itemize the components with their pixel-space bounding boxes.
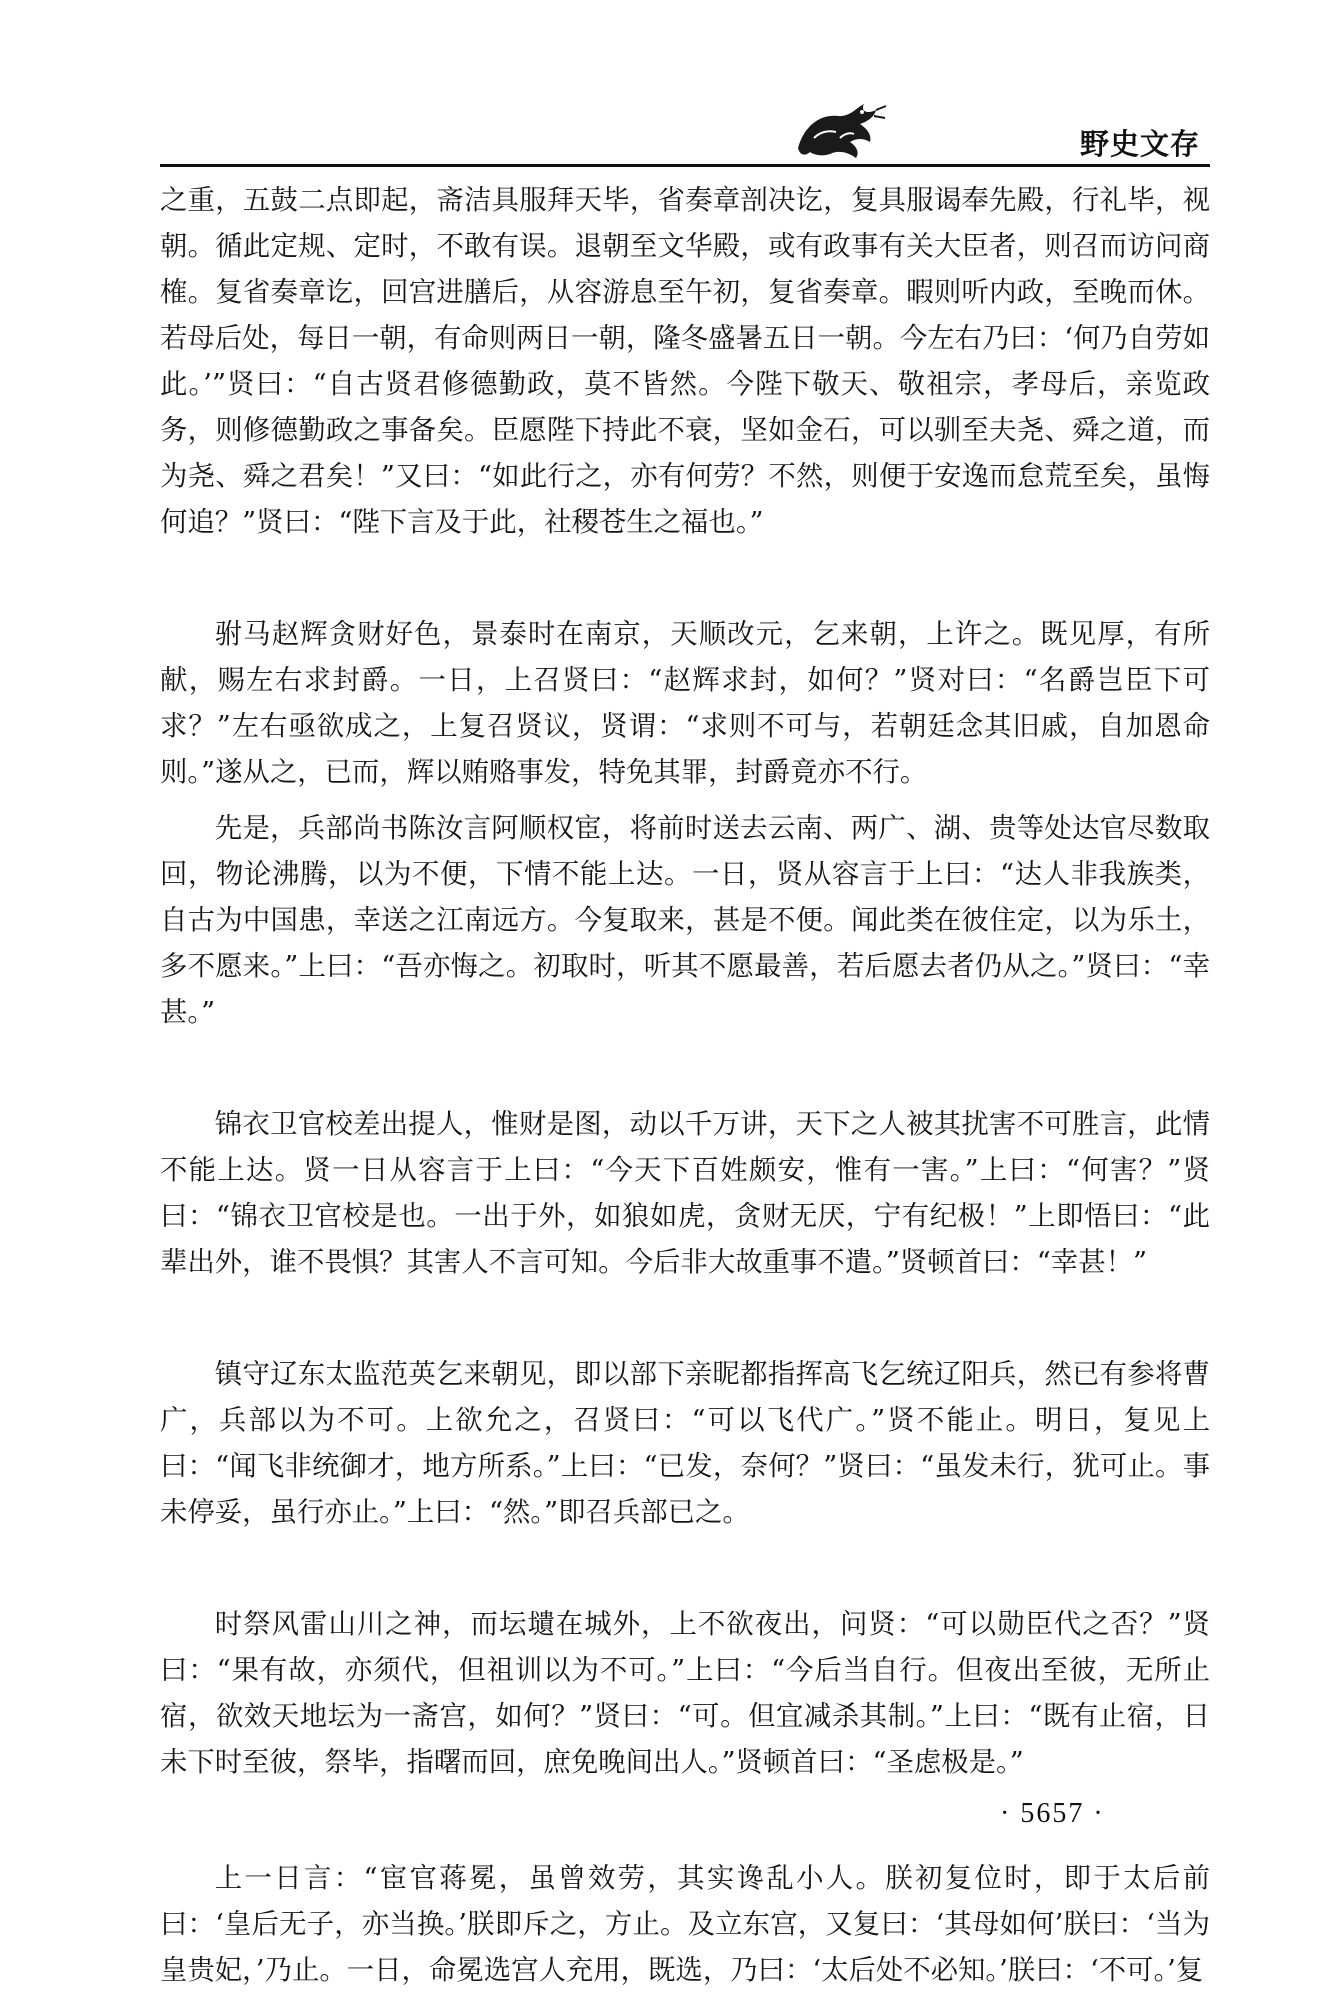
page-number: · 5657 · bbox=[1000, 1798, 1105, 1829]
page-header bbox=[160, 92, 1210, 170]
paragraph-jiang-mian: 上一日言：“宦官蒋冕，虽曾效劳，其实谗乱小人。朕初复位时，即于太后前曰：‘皇后无子，亦当换。’朕即斥之，方止。及立东宫，又复曰：‘其母如何’朕曰：‘当为皇贵妃，’乃止。一日，命冕选宫人充用，既选，乃曰：‘太后处不必知。’朕曰：‘不可。’复 bbox=[160, 1863, 1210, 1986]
paragraph-zhao-hui: 驸马赵辉贪财好色，景泰时在南京，天顺改元，乞来朝，上许之。既见厚，有所献，赐左右求封爵。一日，上召贤曰：“赵辉求封，如何？”贤对曰：“名爵岂臣下可求？”左右亟欲成之，上复召贤议，贤谓：“求则不可与，若朝廷念其旧戚，自加恩命则。”遂从之，已而，辉以贿赂事发，特免其罪，封爵竟亦不行。 bbox=[160, 619, 1210, 788]
body-text bbox=[160, 178, 1210, 1994]
paragraph-sacrifice: 时祭风雷山川之神，而坛壝在城外，上不欲夜出，问贤：“可以勋臣代之否？”贤曰：“果有故，亦须代，但祖训以为不可。”上曰：“今后当自行。但夜出至彼，无所止宿，欲效天地坛为一斋宫，如何？”贤曰：“可。但宜减杀其制。”上曰：“既有止宿，日未下时至彼，祭毕，指曙而回，庶免晚间出人。”贤顿首曰：“圣虑极是。” bbox=[160, 1609, 1210, 1778]
paragraph-chen-ruyan: 先是，兵部尚书陈汝言阿顺权宦，将前时送去云南、两广、湖、贵等处达官尽数取回，物论沸腾，以为不便，下情不能上达。一日，贤从容言于上曰：“达人非我族类，自古为中国患，幸送之江南远方。今复取来，甚是不便。闻此类在彼住定，以为乐土，多不愿来。”上曰：“吾亦悔之。初取时，听其不愿最善，若后愿去者仍从之。”贤曰：“幸甚。” bbox=[160, 813, 1210, 1028]
paragraph-fan-ying: 镇守辽东太监范英乞来朝见，即以部下亲昵都指挥高飞乞统辽阳兵，然已有参将曹广，兵部以为不可。上欲允之，召贤曰：“可以飞代广。”贤不能止。明日，复见上曰：“闻飞非统御才，地方所系。”上曰：“已发，奈何？”贤曰：“虽发未行，犹可止。事未停妥，虽行亦止。”上曰：“然。”即召兵部已之。 bbox=[160, 1359, 1210, 1528]
paragraph-continued: 之重，五鼓二点即起，斋洁具服拜天毕，省奏章剖决讫，复具服谒奉先殿，行礼毕，视朝。循此定规、定时，不敢有误。退朝至文华殿，或有政事有关大臣者，则召而访问商榷。复省奏章讫，回宫进膳后，从容游息至午初，复省奏章。暇则听内政，至晚而休。若母后处，每日一朝，有命则两日一朝，隆冬盛暑五日一朝。今左右乃曰：‘何乃自劳如此。’”贤曰：“自古贤君修德勤政，莫不皆然。今陛下敬天、敬祖宗，孝母后，亲览政务，则修德勤政之事备矣。臣愿陛下持此不衰，坚如金石，可以驯至夫尧、舜之道，而为尧、舜之君矣！”又曰：“如此行之，亦有何劳？不然，则便于安逸而怠荒至矣，虽悔何追？”贤曰：“陛下言及于此，社稷苍生之福也。” bbox=[160, 185, 1210, 538]
header-divider bbox=[160, 164, 1210, 167]
paragraph-jinyiwei: 锦衣卫官校差出提人，惟财是图，动以千万讲，天下之人被其扰害不可胜言，此情不能上达。贤一日从容言于上曰：“今天下百姓颇安，惟有一害。”上曰：“何害？”贤曰：“锦衣卫官校是也。一出于外，如狼如虎，贪财无厌，宁有纪极！”上即悟曰：“此辈出外，谁不畏惧？其害人不言可知。今后非大故重事不遣。”贤顿首曰：“幸甚！” bbox=[160, 1109, 1210, 1278]
series-title: 野史文存 bbox=[1079, 127, 1200, 161]
dragon-emblem-icon bbox=[790, 98, 890, 164]
